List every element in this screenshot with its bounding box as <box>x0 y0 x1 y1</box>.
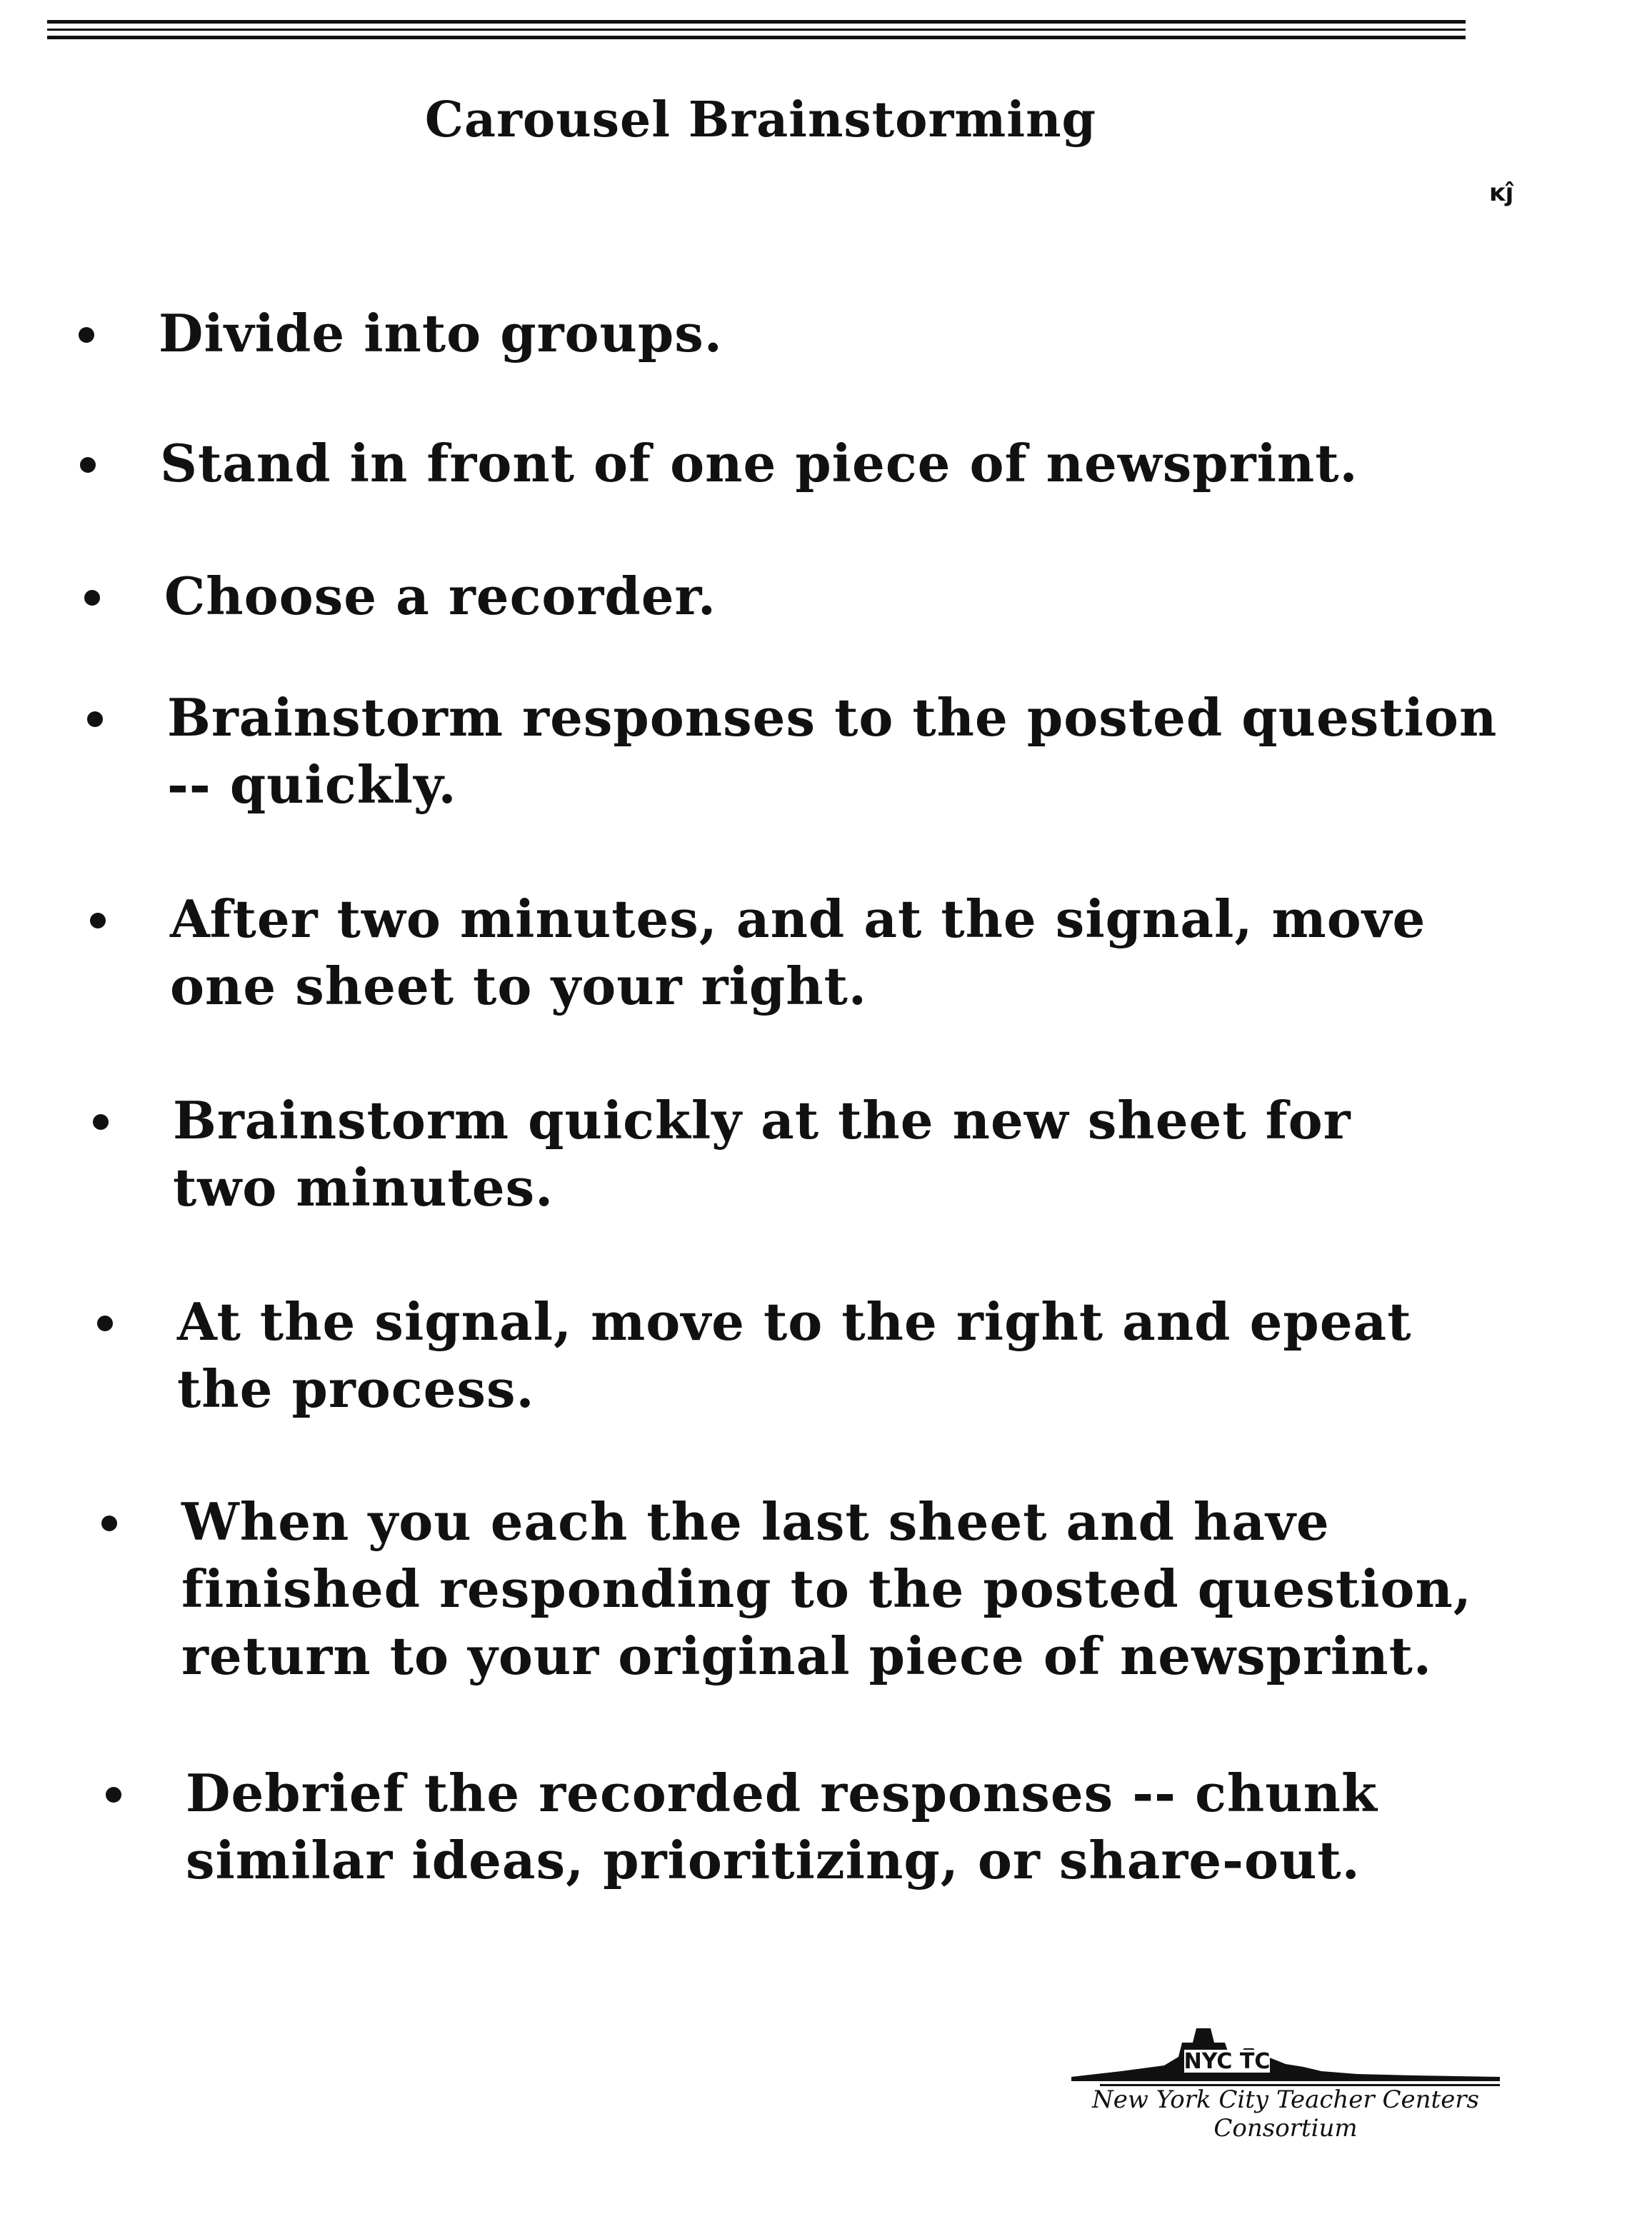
page-title: Carousel Brainstorming <box>424 91 1097 149</box>
organization-name: New York City Teacher Centers Consortium <box>1091 2085 1480 2143</box>
list-item <box>97 1288 1600 1423</box>
step-text: Brainstorm responses to the posted question -- quickly. <box>167 687 1498 815</box>
list-item <box>79 300 1600 367</box>
top-rule <box>47 29 1466 31</box>
bullet-icon <box>93 1114 109 1130</box>
step-text: After two minutes, and at the signal, move one sheet to your right. <box>170 888 1426 1016</box>
steps-list <box>71 300 1600 1894</box>
bullet-icon <box>80 457 96 473</box>
bullet-icon <box>90 913 106 928</box>
logo-letters: NYC TC <box>1183 2049 1271 2074</box>
list-item <box>84 563 1600 630</box>
bullet-icon <box>106 1787 121 1803</box>
bullet-icon <box>79 327 94 343</box>
top-rule <box>47 36 1466 39</box>
step-text: Stand in front of one piece of newsprint. <box>160 433 1358 494</box>
bullet-icon <box>84 590 100 606</box>
list-item <box>106 1760 1600 1894</box>
list-item <box>80 430 1600 497</box>
step-text: Choose a recorder. <box>164 566 716 626</box>
list-item <box>90 886 1600 1020</box>
list-item <box>93 1087 1600 1221</box>
corner-mark: ĸĵ <box>1489 179 1514 207</box>
nyctc-logo <box>1036 2014 1536 2200</box>
step-text: Brainstorm quickly at the new sheet for two minutes. <box>173 1090 1351 1218</box>
bullet-icon <box>101 1516 117 1531</box>
top-rule <box>47 20 1466 24</box>
step-text: Debrief the recorded responses -- chunk similar ideas, prioritizing, or share-out. <box>186 1763 1378 1890</box>
step-text: When you each the last sheet and have finished responding to the posted question, return to your original piece of newsprint. <box>181 1491 1472 1686</box>
bullet-icon <box>97 1316 113 1331</box>
bullet-icon <box>87 711 103 727</box>
list-item <box>87 684 1600 818</box>
step-text: At the signal, move to the right and epeat the process. <box>177 1291 1412 1419</box>
list-item <box>101 1488 1600 1690</box>
step-text: Divide into groups. <box>159 303 723 364</box>
